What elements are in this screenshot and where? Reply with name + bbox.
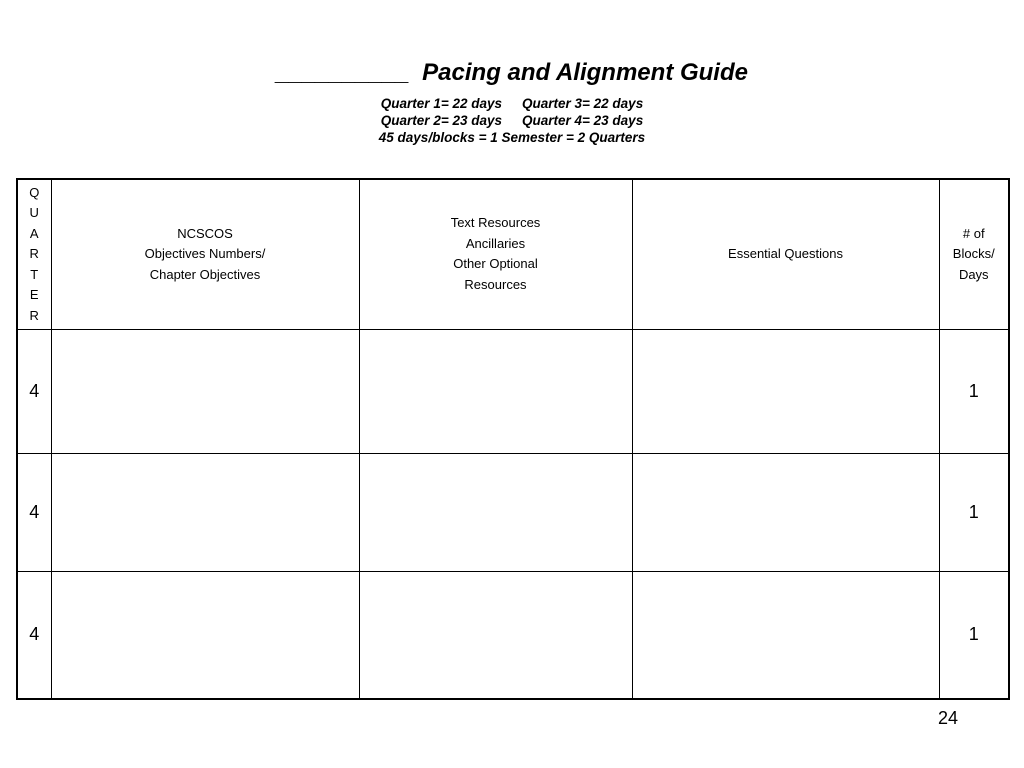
- quarter-cell: 4: [17, 453, 51, 571]
- quarter-letter: T: [30, 266, 39, 282]
- semester-note: 45 days/blocks = 1 Semester = 2 Quarters: [378, 130, 646, 145]
- objectives-cell[interactable]: [51, 453, 359, 571]
- table-row: [17, 571, 1009, 699]
- quarter-letter: U: [29, 205, 39, 220]
- essential-questions-header: Essential Questions: [632, 179, 939, 329]
- title-blank-line: __________: [276, 59, 410, 86]
- resources-header: [359, 179, 632, 329]
- quarter-cell: 4: [17, 329, 51, 453]
- resources-header-line: Other Optional: [453, 256, 538, 272]
- quarter-letter: E: [29, 287, 39, 302]
- blocks-header-line: Blocks/: [952, 246, 995, 261]
- resources-header-line: Resources: [464, 276, 527, 292]
- table-row: [17, 329, 1009, 453]
- essential-questions-cell[interactable]: [632, 571, 939, 699]
- quarter-letter: R: [29, 246, 39, 261]
- essential-questions-cell[interactable]: [632, 453, 939, 571]
- resources-cell[interactable]: [359, 329, 632, 453]
- quarter3-days: Quarter 3= 22 days: [522, 96, 644, 111]
- pacing-table: [16, 178, 1010, 700]
- quarter1-days: Quarter 1= 22 days: [380, 96, 502, 111]
- resources-cell[interactable]: [359, 571, 632, 699]
- quarter-letter: A: [29, 225, 39, 241]
- quarter-letter: R: [29, 307, 39, 323]
- resources-cell[interactable]: [359, 453, 632, 571]
- quarter-letter: Q: [29, 184, 40, 200]
- page-number: 24: [938, 708, 959, 728]
- objectives-cell[interactable]: [51, 329, 359, 453]
- objectives-cell[interactable]: [51, 571, 359, 699]
- quarter2-days: Quarter 2= 23 days: [380, 113, 502, 128]
- essential-questions-cell[interactable]: [632, 329, 939, 453]
- resources-header-line: Ancillaries: [465, 235, 526, 251]
- blocks-header-line: # of: [962, 225, 985, 241]
- blocks-days-cell: 1: [939, 329, 1009, 453]
- objectives-header: [51, 179, 359, 329]
- table-row: [17, 453, 1009, 571]
- quarter-days-line-2: [0, 112, 1024, 129]
- header-row: [17, 179, 1009, 329]
- quarter4-days: Quarter 4= 23 days: [522, 113, 644, 128]
- quarter-cell: 4: [17, 571, 51, 699]
- objectives-header-line: Chapter Objectives: [149, 266, 261, 282]
- blocks-days-header: [939, 179, 1009, 329]
- page-title: [0, 58, 1024, 88]
- resources-header-line: Text Resources: [450, 215, 541, 231]
- quarter-header: [17, 179, 51, 329]
- quarter-days-line-1: [0, 95, 1024, 112]
- title-text: Pacing and Alignment Guide: [422, 59, 748, 86]
- objectives-header-line: NCSCOS: [177, 225, 233, 241]
- blocks-header-line: Days: [958, 266, 989, 282]
- blocks-days-cell: 1: [939, 571, 1009, 699]
- objectives-header-line: Objectives Numbers/: [144, 246, 266, 261]
- blocks-days-cell: 1: [939, 453, 1009, 571]
